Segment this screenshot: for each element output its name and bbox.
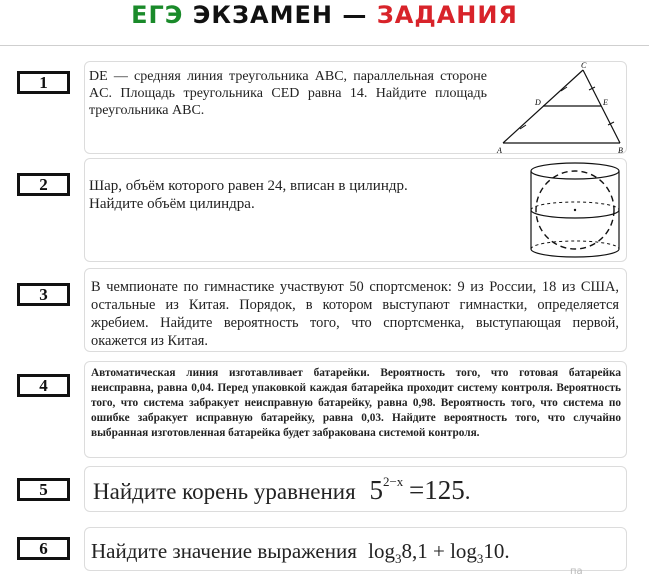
title-part-tasks: ЗАДАНИЯ — [376, 1, 518, 29]
task-2-number: 2 — [17, 173, 70, 196]
task-5-end: . — [464, 479, 471, 504]
task-4-text: Автоматическая линия изготавливает батарейки. Вероятность того, что готовая батарейка неисправна, равна 0,04. Перед упаковкой каждая батарейка проходит систему контроля. Вероятность того, что система забракует неисправную батарейку, равна 0,98. Вероятность того, что система по ошибке забракует исправную батарейку, равна 0,03. Найдите вероятность того, что случайно выбранная изготовленная батарейка будет забракована системой контроля. — [91, 367, 621, 439]
task-6-number: 6 — [17, 537, 70, 560]
task-6-card — [84, 527, 627, 571]
task-4-number: 4 — [17, 374, 70, 397]
task-6-prompt: Найдите значение выражения — [91, 539, 357, 563]
task-6-arg2: 10. — [483, 539, 510, 563]
task-5-card — [84, 466, 627, 512]
title-part-ege: ЕГЭ — [131, 1, 184, 29]
task-5-rhs: =125 — [409, 475, 465, 505]
task-5-number: 5 — [17, 478, 70, 501]
task-1-card — [84, 61, 627, 154]
task-5-base: 5 — [369, 475, 383, 505]
label-e: E — [603, 98, 608, 107]
task-5-exponent: 2−x — [382, 474, 404, 489]
task-2-text: Шар, объём которого равен 24, вписан в цилиндр. Найдите объём цилиндра. — [89, 178, 408, 212]
task-4-card — [84, 361, 627, 458]
task-6-log1: log — [368, 539, 395, 563]
label-b: B — [618, 146, 623, 155]
watermark: па — [570, 566, 583, 577]
task-6-text — [91, 536, 631, 569]
task-5-prompt: Найдите корень уравнения — [93, 479, 356, 504]
task-6-plus: + — [427, 539, 451, 563]
header-divider — [0, 45, 649, 46]
task-6-base2: 3 — [476, 551, 484, 566]
label-a: A — [497, 146, 502, 155]
task-6-base1: 3 — [394, 551, 402, 566]
task-6-log2: log — [450, 539, 477, 563]
label-d: D — [535, 98, 541, 107]
page-title — [0, 0, 649, 30]
label-c: C — [581, 62, 587, 70]
task-5-text — [93, 473, 623, 512]
task-1-number: 1 — [17, 71, 70, 94]
task-3-card — [84, 268, 627, 352]
task-2-card — [84, 158, 627, 262]
task-3-text: В чемпионате по гимнастике участвуют 50 спортсменок: 9 из России, 18 из США, остальные из Китая. Порядок, в котором выступают гимнастки, определяется жребием. Найдите вероятность того, что спортсменка, выступающая первой, окажется из Китая. — [91, 279, 619, 349]
task-3-number: 3 — [17, 283, 70, 306]
cylinder-sphere-figure — [525, 159, 625, 263]
task-1-text: DE — средняя линия треугольника ABC, параллельная стороне AC. Площадь треугольника CED равна 14. Найдите площадь треугольника ABC. — [89, 69, 487, 118]
page-header — [0, 0, 649, 40]
title-part-exam: ЭКЗАМЕН — — [183, 1, 377, 29]
task-6-arg1: 8,1 — [401, 539, 428, 563]
triangle-figure — [495, 62, 625, 155]
